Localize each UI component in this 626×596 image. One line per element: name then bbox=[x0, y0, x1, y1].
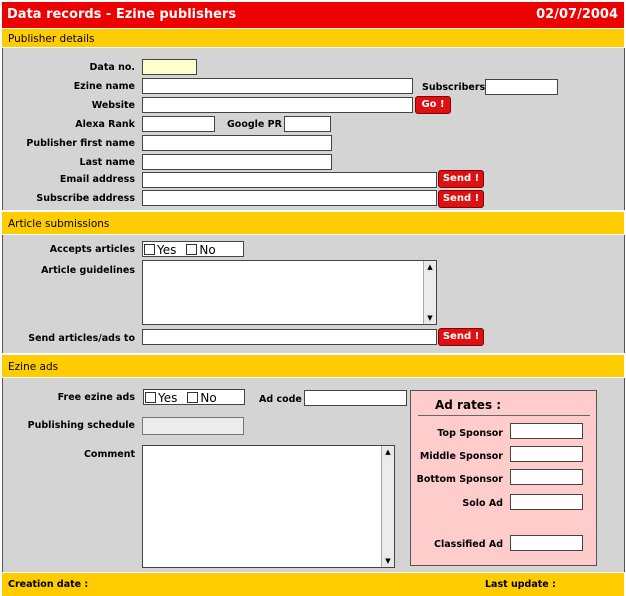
google-pr-label: Google PR bbox=[227, 119, 282, 130]
page-title: Data records - Ezine publishers bbox=[7, 7, 237, 22]
section-title: Article submissions bbox=[8, 218, 110, 230]
comment-label: Comment bbox=[83, 449, 135, 460]
solo-ad-label: Solo Ad bbox=[462, 498, 503, 509]
no-label: No bbox=[199, 242, 216, 257]
website-field[interactable] bbox=[142, 97, 413, 113]
top-sponsor-label: Top Sponsor bbox=[437, 428, 503, 439]
subscribers-label: Subscribers bbox=[422, 82, 486, 93]
send-email-button[interactable]: Send ! bbox=[438, 170, 484, 188]
data-no-label: Data no. bbox=[89, 62, 135, 73]
footer-bar bbox=[2, 573, 624, 596]
section-title: Ezine ads bbox=[8, 361, 59, 373]
schedule-label: Publishing schedule bbox=[27, 420, 135, 431]
yes-label: Yes bbox=[158, 390, 178, 405]
classified-ad-field[interactable] bbox=[510, 535, 583, 551]
first-name-label: Publisher first name bbox=[26, 138, 135, 149]
solo-ad-field[interactable] bbox=[510, 494, 583, 510]
send-subscribe-button[interactable]: Send ! bbox=[438, 190, 484, 208]
accepts-articles-label: Accepts articles bbox=[49, 244, 135, 255]
scroll-up-icon[interactable]: ▲ bbox=[383, 447, 393, 457]
section-ezine-ads bbox=[2, 355, 624, 377]
last-name-field[interactable] bbox=[142, 154, 332, 170]
subscribe-label: Subscribe address bbox=[36, 193, 135, 204]
ad-rates-title: Ad rates : bbox=[435, 398, 502, 412]
email-field[interactable] bbox=[142, 172, 437, 188]
alexa-rank-label: Alexa Rank bbox=[75, 119, 135, 130]
subscribers-field[interactable] bbox=[485, 79, 558, 95]
title-bar bbox=[2, 2, 624, 28]
scroll-down-icon[interactable]: ▼ bbox=[383, 556, 393, 566]
ads-label-column bbox=[2, 378, 141, 572]
ezine-name-field[interactable] bbox=[142, 78, 413, 94]
guidelines-label: Article guidelines bbox=[41, 265, 135, 276]
send-articles-button[interactable]: Send ! bbox=[438, 328, 484, 346]
middle-sponsor-field[interactable] bbox=[510, 446, 583, 462]
go-button[interactable]: Go ! bbox=[415, 96, 451, 114]
google-pr-field[interactable] bbox=[284, 116, 331, 132]
subscribe-field[interactable] bbox=[142, 190, 437, 206]
free-ads-yes-checkbox[interactable] bbox=[145, 392, 156, 403]
scroll-up-icon[interactable]: ▲ bbox=[425, 262, 435, 272]
alexa-rank-field[interactable] bbox=[142, 116, 215, 132]
yes-label: Yes bbox=[157, 242, 177, 257]
last-update-label: Last update : bbox=[485, 579, 556, 590]
section-article-submissions bbox=[2, 212, 624, 234]
guidelines-scrollbar[interactable] bbox=[423, 261, 436, 324]
section-title: Publisher details bbox=[8, 33, 95, 45]
top-sponsor-field[interactable] bbox=[510, 423, 583, 439]
ad-code-label: Ad code bbox=[259, 394, 302, 405]
accepts-yes-checkbox[interactable] bbox=[144, 244, 155, 255]
section-publisher-details bbox=[2, 29, 624, 47]
last-name-label: Last name bbox=[79, 157, 135, 168]
accepts-articles-group bbox=[142, 241, 244, 257]
email-label: Email address bbox=[59, 174, 135, 185]
free-ads-group bbox=[143, 389, 245, 405]
send-to-label: Send articles/ads to bbox=[28, 333, 135, 344]
comment-scrollbar[interactable] bbox=[381, 446, 394, 567]
bottom-sponsor-label: Bottom Sponsor bbox=[416, 474, 503, 485]
data-no-field[interactable] bbox=[142, 59, 197, 75]
free-ads-no-checkbox[interactable] bbox=[187, 392, 198, 403]
comment-textarea[interactable] bbox=[142, 445, 395, 568]
schedule-select[interactable] bbox=[142, 417, 244, 435]
ad-code-field[interactable] bbox=[304, 390, 407, 406]
ad-rates-panel bbox=[410, 390, 597, 566]
scroll-down-icon[interactable]: ▼ bbox=[425, 313, 435, 323]
ad-rates-divider bbox=[418, 415, 590, 416]
send-to-field[interactable] bbox=[142, 329, 437, 345]
creation-date-label: Creation date : bbox=[8, 579, 89, 590]
first-name-field[interactable] bbox=[142, 135, 332, 151]
no-label: No bbox=[200, 390, 217, 405]
accepts-no-checkbox[interactable] bbox=[186, 244, 197, 255]
guidelines-textarea[interactable] bbox=[142, 260, 437, 325]
header-date: 02/07/2004 bbox=[536, 7, 618, 22]
free-ads-label: Free ezine ads bbox=[57, 392, 135, 403]
middle-sponsor-label: Middle Sponsor bbox=[419, 451, 503, 462]
bottom-sponsor-field[interactable] bbox=[510, 469, 583, 485]
classified-ad-label: Classified Ad bbox=[434, 539, 503, 550]
ezine-name-label: Ezine name bbox=[73, 81, 135, 92]
website-label: Website bbox=[91, 100, 135, 111]
